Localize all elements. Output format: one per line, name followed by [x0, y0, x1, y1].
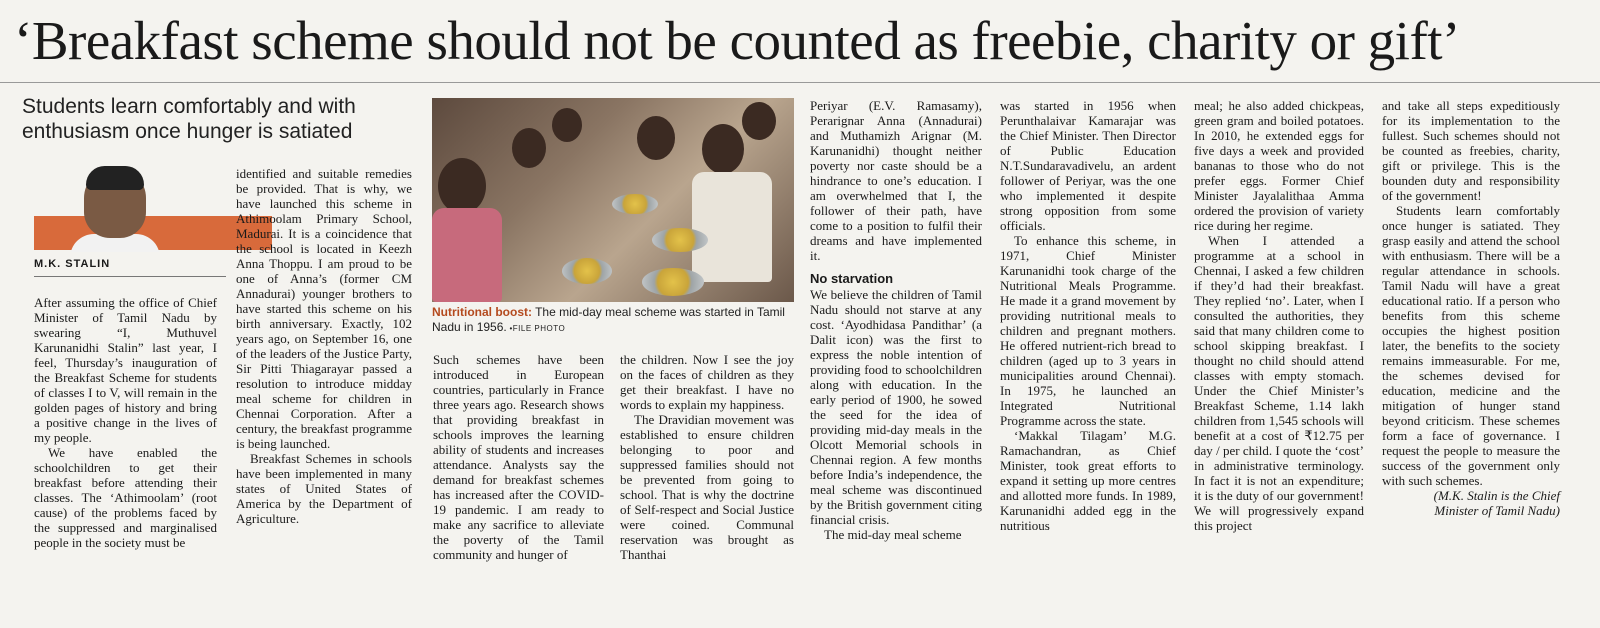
photo-child	[552, 108, 582, 142]
headline: ‘Breakfast scheme should not be counted as freebie, charity or gift’	[14, 10, 1460, 71]
paragraph: was started in 1956 when Perunthalaivar Kamarajar was the Chief Minister. Then Director of Public Education N.T.Sundaravadivelu, an ardent follower of Periyar, was the one who implemented it despite strong opposition from some officials.	[1000, 98, 1176, 233]
paragraph: To enhance this scheme, in 1971, Chief Minister Karunanidhi took charge of the Nutritional Meals Programme. He made it a grand movement by providing nutritional meals to children and pregnant mothers. He offered nutrient-rich bread to children (aged up to 3 years in municipalities around Chennai). In 1975, he launched an Integrated Nutritional Programme across the state.	[1000, 233, 1176, 428]
photo-child	[702, 124, 744, 174]
photo-plate	[642, 268, 704, 296]
article-column-6	[1000, 98, 1176, 533]
headline-rule	[0, 82, 1600, 83]
caption-text: The mid-day meal scheme was started in Tamil Nadu in 1956.	[432, 305, 785, 334]
news-photo	[432, 98, 794, 302]
photo-credit: •FILE PHOTO	[506, 324, 566, 333]
subheading: No starvation	[810, 271, 894, 286]
photo-child-shirt	[432, 208, 502, 302]
paragraph: When I attended a programme at a school in Chennai, I asked a few children if they’d had their breakfast. They replied ‘no’. Later, when I consulted the authorities, they said that many children come to school skipping breakfast. I thought no child should attend classes with empty stomach. Under the Chief Minister’s Breakfast Scheme, 1.14 lakh children from 1,545 schools will benefit at a cost of ₹12.75 per day / per child. I quote the ‘cost’ in administrative terminology. In fact it is not an expenditure; it is the duty of our government! We will progressively expand this project	[1194, 233, 1364, 533]
paragraph: We have enabled the schoolchildren to get their breakfast before attending their classes. The ‘Athimoolam’ (root cause) of the problems faced by the suppressed and marginalised people in the society must be	[34, 445, 217, 550]
article-column-3	[433, 352, 604, 562]
article-column-5	[810, 98, 982, 542]
paragraph: We believe the children of Tamil Nadu should not starve at any cost. ‘Ayodhidasa Pandithar’ (a Dalit icon) was the first to express the noble intention of providing food to schoolchildren along with education. In the early period of 1900, he sowed the seed for the idea of providing mid-day meals in the Olcott Memorial schools in Chennai region. A few months before India’s independence, the meal scheme was discontinued by the British government citing financial crisis.	[810, 287, 982, 527]
paragraph: meal; he also added chickpeas, green gram and boiled potatoes. In 2010, he extended eggs for five days a week and provided bananas to those who do not prefer eggs. Former Chief Minister Jayalalithaa Amma ordered the provision of variety rice during her regime.	[1194, 98, 1364, 233]
paragraph: Students learn comfortably once hunger is satiated. They grasp easily and attend the school with enthusiasm. There will be a regular attendance in schools. Tamil Nadu will have a great educational ratio. If a person who benefits from this scheme occupies the highest position later, the benefits to the society remains immeasurable. For me, the schemes devised for education, medicine and the mitigation of hunger stand beyond criticism. These schemes form a face of governance. I request the people to measure the success of the government only with such schemes.	[1382, 203, 1560, 488]
photo-child	[438, 158, 486, 214]
paragraph: the children. Now I see the joy on the faces of children as they get their breakfast. I have no words to explain my happiness.	[620, 352, 794, 412]
paragraph: After assuming the office of Chief Minister of Tamil Nadu by swearing “I, Muthuvel Karunanidhi Stalin” last year, I feel, Thursday’s inauguration of the Breakfast Scheme for students of classes I to V, will remain in the golden pages of history and bring a positive change in the lives of my people.	[34, 295, 217, 445]
subhead: Students learn comfortably and with enthusiasm once hunger is satiated	[22, 95, 356, 143]
article-column-8	[1382, 98, 1560, 518]
paragraph: ‘Makkal Tilagam’ M.G. Ramachandran, as Chief Minister, took great efforts to expand it setting up more centres and allotted more funds. In 1989, Karunanidhi added egg in the nutritious	[1000, 428, 1176, 533]
byline-rule	[34, 276, 226, 277]
article-column-1	[34, 295, 217, 550]
paragraph: The Dravidian movement was established to ensure children belonging to poor and suppressed families should not be prevented from going to school. That is why the doctrine of Self-respect and Social Justice were coined. Communal reservation was brought as Thanthai	[620, 412, 794, 562]
article-column-7	[1194, 98, 1364, 533]
caption-lead: Nutritional boost:	[432, 305, 532, 319]
photo-plate	[612, 194, 658, 214]
paragraph: Periyar (E.V. Ramasamy), Perarignar Anna (Annadurai) and Muthamizh Arignar (M. Karunanidhi) thought neither poverty nor caste should be a hindrance to one’s education. I am overwhelmed that I, the follower of their path, have come to a position to fulfil their dreams and have implemented it.	[810, 98, 982, 263]
photo-child	[512, 128, 546, 168]
photo-plate	[562, 258, 612, 284]
photo-plate	[652, 228, 708, 252]
article-column-4	[620, 352, 794, 562]
paragraph: Such schemes have been introduced in European countries, particularly in France three years ago. Research shows that providing breakfast in schools improves the learning ability of students and increases attendance. Analysts say the demand for breakfast schemes has increased after the COVID-19 pandemic. I am ready to make any sacrifice to alleviate the poverty of the Tamil community and hunger of	[433, 352, 604, 562]
paragraph: Breakfast Schemes in schools have been implemented in many states of United States of America by the Department of Agriculture.	[236, 451, 412, 526]
photo-child-shirt	[692, 172, 772, 282]
photo-child	[742, 102, 776, 140]
portrait-hair	[86, 166, 144, 190]
article-column-2	[236, 166, 412, 526]
paragraph: and take all steps expeditiously for its implementation to the fullest. Such schemes should not be counted as freebies, charity, gift or privilege. This is the bounden duty and responsibility of the government!	[1382, 98, 1560, 203]
paragraph: The mid-day meal scheme	[824, 527, 962, 542]
photo-child	[637, 116, 675, 160]
paragraph: identified and suitable remedies be provided. That is why, we have launched this scheme in Athimoolam Primary School, Madurai. It is a coincidence that the school is located in Keezh Anna Thoppu. I am proud to be one of Anna’s (former CM Annadurai) younger brothers to have started this scheme on his birth anniversary. Exactly, 102 years ago, on September 16, one of the leaders of the Justice Party, Sir Pitti Thiagarayar passed a resolution to introduce midday meal scheme for children in Chennai Corporation. After a century, the breakfast programme is being launched.	[236, 166, 412, 451]
byline: M.K. STALIN	[34, 258, 111, 270]
photo-caption	[432, 305, 794, 336]
author-note: (M.K. Stalin is the Chief Minister of Tamil Nadu)	[1433, 488, 1560, 518]
